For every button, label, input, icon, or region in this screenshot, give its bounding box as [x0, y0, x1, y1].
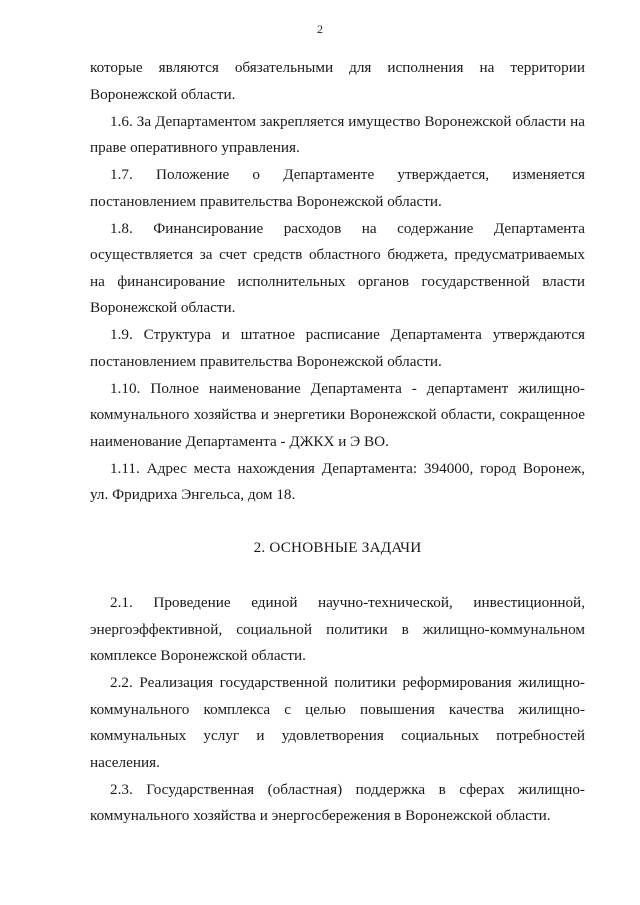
paragraph-1-10: 1.10. Полное наименование Департамента - департамент жилищно-коммунального хозяйства и энергетики Воронежской области, сокращенное наименование Департамента - ДЖКХ и Э ВО.	[90, 379, 585, 450]
document-body	[90, 55, 585, 830]
paragraph-1-6: 1.6. За Департаментом закрепляется имущество Воронежской области на праве оперативного управления.	[90, 112, 585, 156]
paragraph-1-9: 1.9. Структура и штатное расписание Департамента утверждаются постановлением правительства Воронежской области.	[90, 326, 585, 370]
section-heading: 2. ОСНОВНЫЕ ЗАДАЧИ	[253, 538, 422, 556]
paragraph-2-3: 2.3. Государственная (областная) поддержка в сферах жилищно-коммунального хозяйства и энергосбережения в Воронежской области.	[90, 780, 585, 824]
paragraph-2-1: 2.1. Проведение единой научно-технической, инвестиционной, энергоэффективной, социальной политики в жилищно-коммунальном комплексе Воронежской области.	[90, 594, 585, 664]
paragraph-1-11: 1.11. Адрес места нахождения Департамента: 394000, город Воронеж, ул. Фридриха Энгельса, дом 18.	[90, 459, 585, 503]
paragraph-1-7: 1.7. Положение о Департаменте утверждается, изменяется постановлением правительства Воронежской области.	[90, 166, 585, 210]
paragraph-continuation: которые являются обязательными для исполнения на территории Воронежской области.	[90, 59, 585, 103]
paragraph-1-8: 1.8. Финансирование расходов на содержание Департамента осуществляется за счет средств областного бюджета, предусматриваемых на финансирование исполнительных органов государственной власти Воронежской области.	[90, 219, 585, 316]
page-number: 2	[317, 22, 323, 36]
paragraph-2-2: 2.2. Реализация государственной политики реформирования жилищно-коммунального комплекса с целью повышения качества жилищно-коммунальных услуг и удовлетворения социальных потребностей населения.	[90, 674, 585, 771]
